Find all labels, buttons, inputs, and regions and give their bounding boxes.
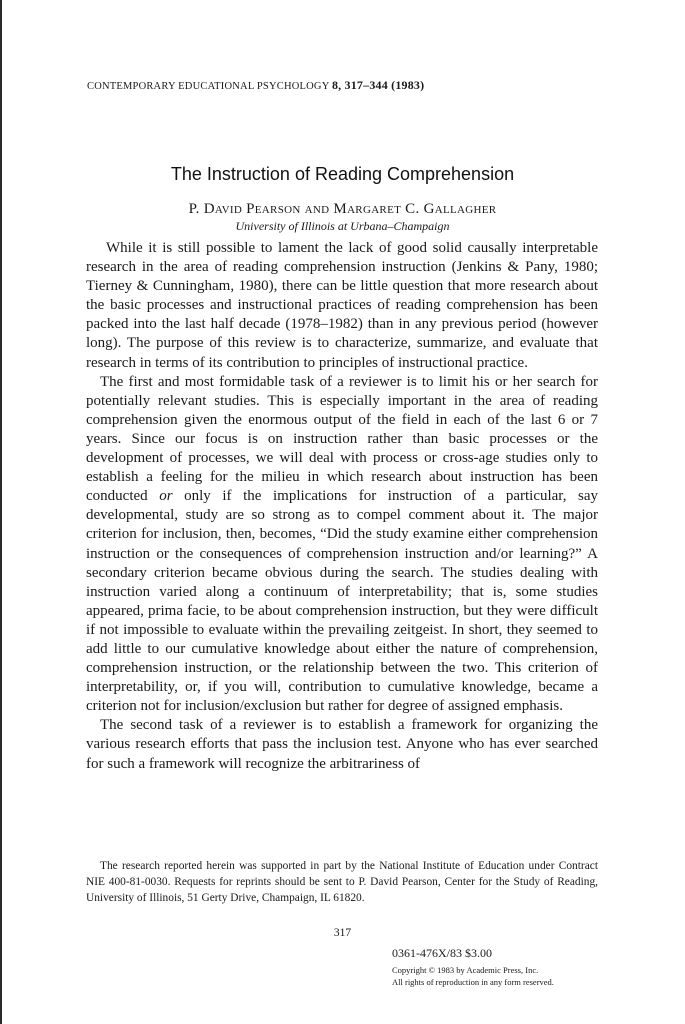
article-body [86,239,598,774]
copyright-line-1: Copyright © 1983 by Academic Press, Inc. [392,965,539,975]
journal-name: CONTEMPORARY EDUCATIONAL PSYCHOLOGY [87,81,330,92]
footnote [86,858,598,906]
footnote-text: The research reported herein was supported in part by the National Institute of Education under Contract NIE 400-81-0030. Requests for reprints should be sent to P. David Pearson, Center for the Study of Reading, University of Illinois, 51 Gerty Drive, Champaign, IL 61820. [86,860,598,904]
emphasis-or: or [159,488,173,505]
volume-pages: 8, 317–344 (1983) [331,78,425,92]
price-code: 0361-476X/83 $3.00 [392,946,492,960]
body-paragraph-2 [86,373,598,717]
body-paragraph-2-part-2: only if the implications for instruction of a particular, say developmental, study are so strong as to compel comment about it. The major criterion for inclusion, then, becomes, “Did the study examine either comprehension instruction or the consequences of comprehension instruction and/or learning?” A secondary criterion became obvious during the search. The studies dealing with instruction varied along a continuum of interpretability; that is, some studies appeared, prima facie, to be about comprehension instruction, but they were difficult if not impossible to evaluate within the prevailing zeitgeist. In short, they seemed to add little to our cumulative knowledge about either the nature of comprehension, comprehension instruction, or the relationship between the two. This criterion of interpretability, or, if you will, contribution to cumulative knowledge, became a criterion not for inclusion/exclusion but rather for degree of assigned emphasis. [86,488,599,715]
copyright-line-2: All rights of reproduction in any form reserved. [392,977,554,987]
article-title: The Instruction of Reading Comprehension [170,164,515,184]
body-paragraph-1: While it is still possible to lament the lack of good solid causally interpretable research in the area of reading comprehension instruction (Jenkins & Pany, 1980; Tierney & Cunningham, 1980), there can be little question that more research about the basic processes and instructional practices of reading comprehension has been packed into the last half decade (1978–1982) than in any previous period (however long). The purpose of this review is to characterize, summarize, and evaluate that research in terms of its contribution to principles of instructional practice. [86,240,598,371]
body-paragraph-2-part-1: The first and most formidable task of a reviewer is to limit his or her search for potentially relevant studies. This is especially important in the area of reading comprehension given the enormous output of the field in each of the last 6 or 7 years. Since our focus is on instruction rather than basic processes or the development of processes, we will deal with process or cross-age studies only to establish a feeling for the milieu in which research about instruction has been conducted [86,373,598,505]
article-authors: P. David Pearson and Margaret C. Gallagher [188,201,497,217]
copyright-notice [392,964,554,988]
body-paragraph-3: The second task of a reviewer is to establish a framework for organizing the various research efforts that pass the inclusion test. Anyone who has ever searched for such a framework will recognize the arbitrariness of [86,717,598,772]
page-number: 317 [333,927,352,939]
author-affiliation: University of Illinois at Urbana–Champaign [235,219,450,233]
page-edge [0,0,2,1024]
running-head [87,78,424,93]
